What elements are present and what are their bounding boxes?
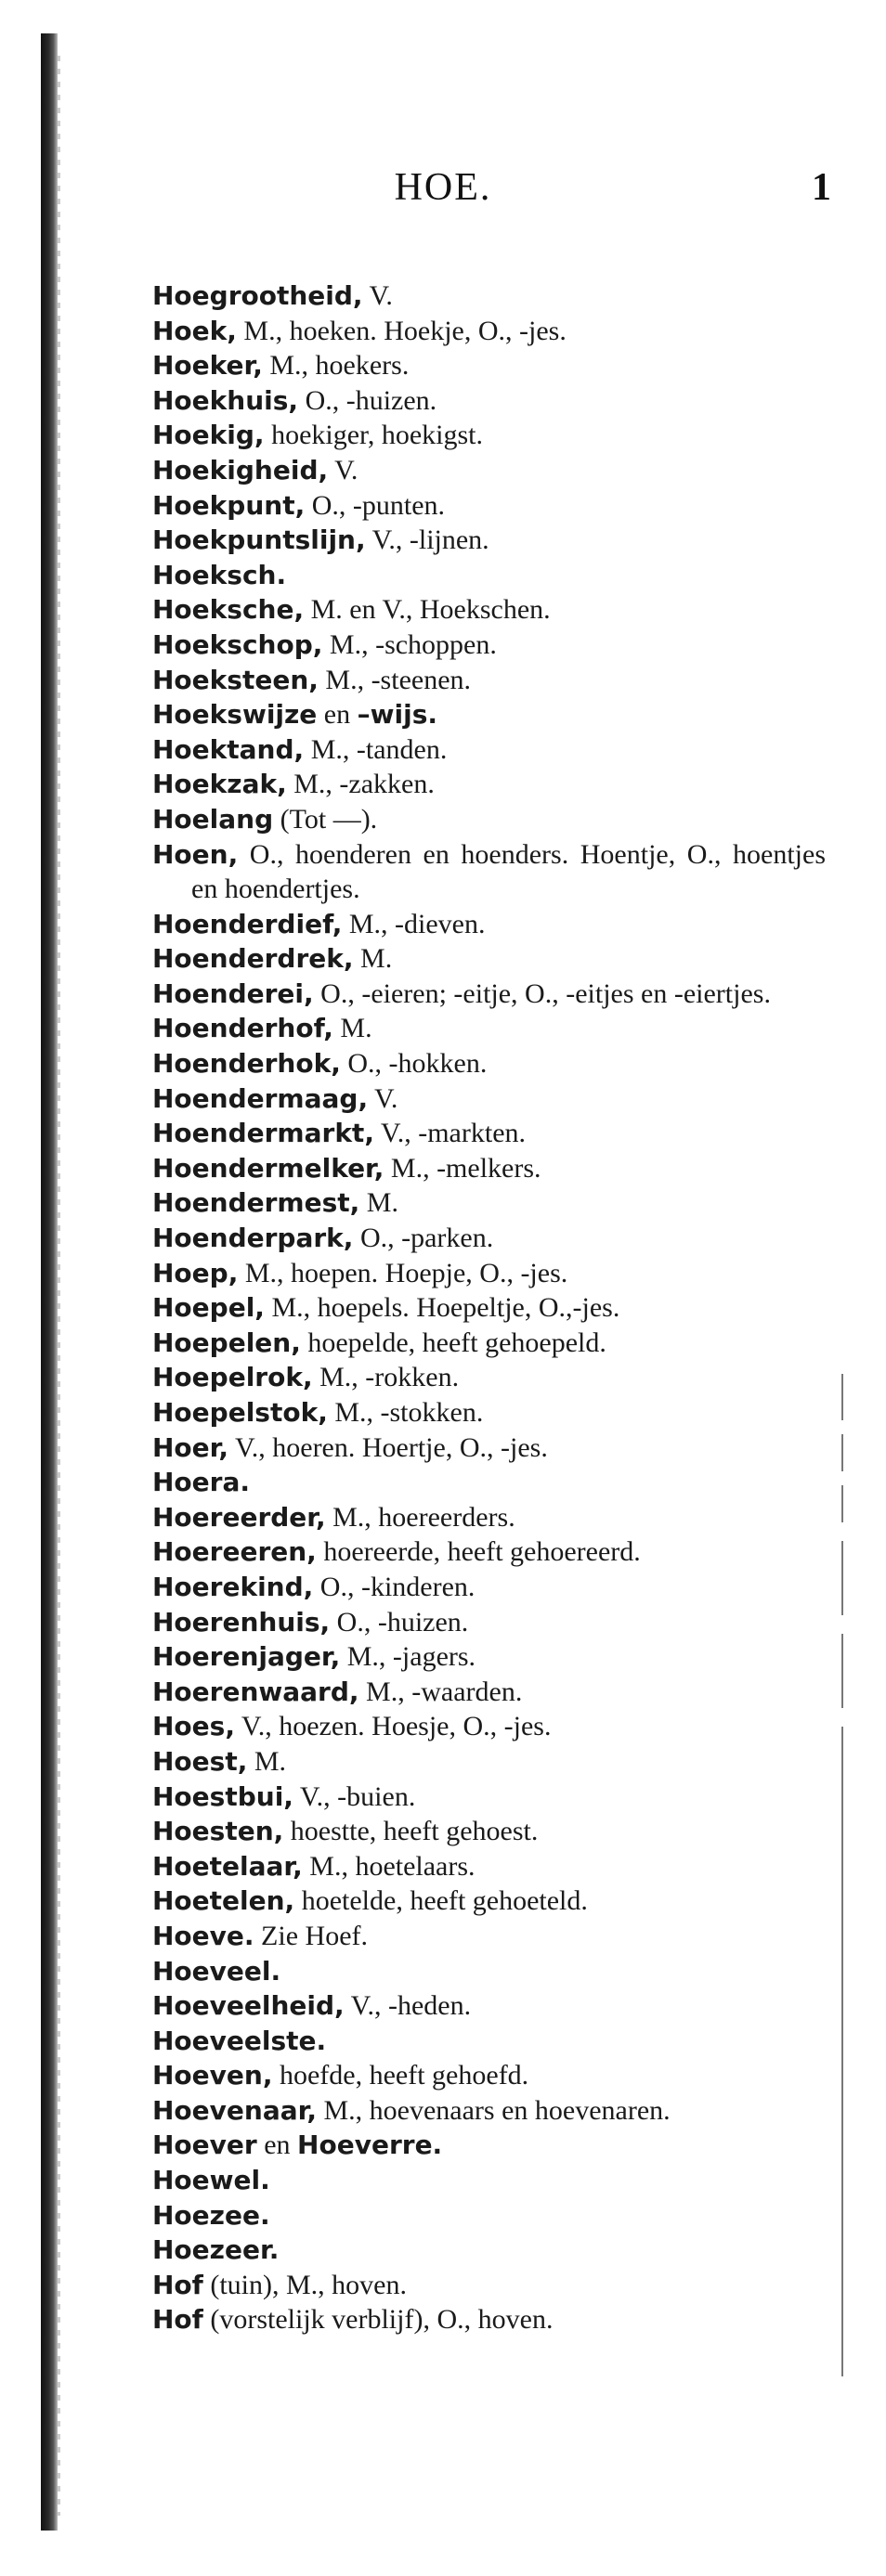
entry-definition: M., hoeken. Hoekje, O., -jes.: [236, 315, 567, 346]
entry-definition: M.: [332, 1013, 372, 1044]
entry-headword: Hoesten,: [152, 1816, 284, 1847]
dictionary-entry: [152, 1326, 826, 1361]
dictionary-entry: [152, 2302, 826, 2337]
entry-headword: Hoendermest,: [152, 1187, 360, 1219]
entry-headword: Hoetelaar,: [152, 1850, 303, 1882]
entry-definition: hoekiger, hoekigst.: [264, 420, 483, 451]
entry-headword: Hoenderdief,: [152, 908, 343, 939]
entry-headword: Hoestbui,: [152, 1780, 293, 1812]
entry-definition: O., -huizen.: [330, 1606, 469, 1638]
dictionary-entry: [152, 558, 826, 593]
dictionary-entry: [152, 1116, 826, 1151]
entry-headword: Hoezeer.: [152, 2234, 280, 2266]
entry-definition: hoepelde, heeft gehoepeld.: [300, 1327, 606, 1358]
entry-headword: Hoepelstok,: [152, 1397, 328, 1428]
dictionary-entry: [152, 941, 826, 977]
entry-definition: (Tot —).: [273, 803, 378, 835]
entry-headword: Hoeve.: [152, 1920, 254, 1951]
entry-definition: O., -punten.: [305, 489, 446, 521]
page-edge-speckle: [58, 56, 60, 2516]
entry-headword: Hoever: [152, 2129, 257, 2161]
entry-headword: Hoepel,: [152, 1292, 265, 1324]
entry-headword: Hoek,: [152, 315, 237, 346]
entry-headword: Hoegrootheid,: [152, 280, 363, 311]
entry-definition: M., -jagers.: [340, 1641, 476, 1673]
entry-headword: Hoewel.: [152, 2165, 270, 2196]
dictionary-entry: [152, 278, 826, 314]
entry-headword: Hoendermaag,: [152, 1082, 369, 1114]
dictionary-entry: [152, 802, 826, 837]
entry-headword: Hoenderei,: [152, 977, 314, 1009]
entry-definition: hoereerde, heeft gehoereerd.: [316, 1536, 641, 1568]
dictionary-entry: [152, 1256, 826, 1291]
dictionary-entry: [152, 1500, 826, 1535]
entry-headword: Hoen,: [152, 838, 239, 870]
entry-definition: M., hoevenaars en hoevenaren.: [316, 2094, 671, 2126]
margin-rule: [841, 1485, 843, 1522]
entry-headword-variant: Hoeverre.: [297, 2129, 443, 2161]
dictionary-entry: [152, 2233, 826, 2268]
dictionary-entry: [152, 732, 826, 768]
dictionary-entry: [152, 592, 826, 628]
margin-rule: [841, 1634, 843, 1708]
entry-definition: hoetelde, heeft gehoeteld.: [294, 1885, 588, 1917]
dictionary-entry: [152, 1709, 826, 1744]
dictionary-entry: [152, 1570, 826, 1605]
entry-definition: V.: [362, 280, 393, 311]
dictionary-entry: [152, 1430, 826, 1466]
entry-headword: Hoerenhuis,: [152, 1606, 331, 1638]
entry-headword: Hoeven,: [152, 2060, 273, 2091]
entry-headword: Hoendermelker,: [152, 1152, 384, 1184]
dictionary-entry: [152, 1780, 826, 1815]
dictionary-entry: [152, 314, 826, 349]
entry-definition: (vorstelijk verblijf), O., hoven.: [202, 2304, 554, 2336]
entry-headword: Hoenderpark,: [152, 1223, 354, 1254]
dictionary-entry: [152, 348, 826, 383]
dictionary-entry: [152, 2163, 826, 2198]
entry-headword: Hoekig,: [152, 420, 265, 451]
entry-headword: Hoezee.: [152, 2199, 270, 2231]
entry-definition: M., -tanden.: [304, 733, 448, 765]
entry-headword: Hoera.: [152, 1467, 250, 1498]
entry-definition: M., -zakken.: [286, 769, 435, 800]
entry-headword: Hof: [152, 2269, 203, 2300]
entry-headword: Hoerenjager,: [152, 1641, 341, 1673]
entry-definition: M., hoetelaars.: [302, 1850, 476, 1882]
entry-definition: M., -schoppen.: [322, 628, 497, 660]
entry-definition: M., hoekers.: [262, 350, 410, 382]
entry-headword: Hoes,: [152, 1711, 235, 1742]
entry-headword: Hoekigheid,: [152, 454, 329, 485]
entry-definition: (tuin), M., hoven.: [202, 2269, 407, 2300]
dictionary-entry: [152, 1534, 826, 1570]
entry-headword: Hoep,: [152, 1257, 239, 1288]
dictionary-entry: [152, 663, 826, 698]
entry-definition: V., hoeren. Hoertje, O., -jes.: [228, 1431, 548, 1463]
entry-definition: V., -heden.: [344, 1990, 472, 2022]
dictionary-entry: [152, 2198, 826, 2233]
entry-headword: Hoektand,: [152, 733, 305, 765]
entry-definition: M., hoepen. Hoepje, O., -jes.: [238, 1257, 568, 1288]
entry-headword: Hoekschop,: [152, 628, 323, 660]
dictionary-entry: [152, 1081, 826, 1117]
entry-definition: M. en V., Hoekschen.: [304, 594, 551, 626]
entry-headword: Hoevenaar,: [152, 2094, 317, 2126]
entry-definition: hoestte, heeft gehoest.: [283, 1816, 539, 1847]
book-spine-shadow: [41, 33, 58, 2531]
entry-definition: en: [256, 2129, 298, 2161]
dictionary-entry: [152, 453, 826, 488]
dictionary-entry: [152, 418, 826, 453]
dictionary-entry: [152, 488, 826, 524]
entry-definition: M., -dieven.: [342, 908, 486, 939]
dictionary-entry: [152, 1954, 826, 1989]
entry-definition: M., -steenen.: [318, 664, 472, 695]
entry-headword: Hoerenwaard,: [152, 1676, 359, 1707]
entry-headword: Hof: [152, 2304, 203, 2336]
dictionary-entry: [152, 1185, 826, 1221]
dictionary-entry: [152, 1465, 826, 1500]
dictionary-entry: [152, 2024, 826, 2059]
dictionary-entry: [152, 2128, 826, 2163]
entry-definition: M.: [359, 1187, 398, 1219]
entry-headword: Hoekzak,: [152, 769, 287, 800]
entry-definition: M., -melkers.: [384, 1152, 541, 1184]
dictionary-entry: [152, 2093, 826, 2129]
entry-headword: Hoelang: [152, 803, 274, 835]
dictionary-entry: [152, 1151, 826, 1186]
dictionary-entry: [152, 1919, 826, 1954]
dictionary-entry: [152, 523, 826, 558]
entry-definition: O., -eieren; -eitje, O., -eitjes en -eiertjes.: [313, 977, 771, 1009]
entry-headword: Hoetelen,: [152, 1885, 295, 1917]
entry-definition: V., -lijnen.: [365, 524, 489, 556]
entry-headword: Hoeker,: [152, 350, 263, 382]
margin-rule: [841, 1541, 843, 1615]
dictionary-entry: [152, 2058, 826, 2093]
dictionary-entry: [152, 628, 826, 663]
dictionary-entry: [152, 1011, 826, 1046]
dictionary-entry: [152, 1883, 826, 1919]
dictionary-entry: [152, 1046, 826, 1081]
dictionary-entry: [152, 977, 826, 1012]
entry-definition: M., hoereerders.: [325, 1501, 515, 1533]
entry-definition: M., hoepels. Hoepeltje, O.,-jes.: [264, 1292, 620, 1324]
entry-definition: M., -stokken.: [327, 1397, 484, 1428]
entry-headword: Hoekhuis,: [152, 384, 299, 416]
entry-definition: O., -parken.: [353, 1223, 494, 1254]
entry-headword: Hoerekind,: [152, 1571, 314, 1602]
margin-rule: [841, 1727, 843, 2376]
dictionary-entry: [152, 1360, 826, 1395]
entry-definition: O., -hokken.: [340, 1048, 488, 1080]
entry-headword: Hoer,: [152, 1431, 228, 1463]
dictionary-entry: [152, 1639, 826, 1675]
dictionary-entry: [152, 1849, 826, 1884]
dictionary-entry: [152, 1988, 826, 2024]
entry-headword: Hoeksteen,: [152, 664, 319, 695]
entry-headword: Hoereerder,: [152, 1501, 326, 1533]
dictionary-entry: [152, 1744, 826, 1780]
dictionary-entry: [152, 697, 826, 732]
entry-headword: Hoekswijze: [152, 699, 318, 731]
dictionary-entry: [152, 1675, 826, 1710]
page-number: 1: [812, 166, 831, 209]
dictionary-entry: [152, 767, 826, 802]
dictionary-entry: [152, 837, 826, 907]
dictionary-entry: [152, 1605, 826, 1640]
entry-headword: Hoenderhok,: [152, 1048, 341, 1080]
entry-headword: Hoendermarkt,: [152, 1118, 374, 1149]
margin-rule: [841, 1434, 843, 1471]
entry-headword: Hoeveelheid,: [152, 1990, 345, 2022]
entry-headword: Hoenderdrek,: [152, 943, 354, 975]
dictionary-entry: [152, 1290, 826, 1326]
entry-headword: Hoeveelste.: [152, 2025, 327, 2056]
entry-headword: Hoeveel.: [152, 1955, 281, 1987]
dictionary-entry: [152, 1814, 826, 1849]
entry-headword: Hoeksche,: [152, 594, 305, 626]
entry-headword: Hoest,: [152, 1745, 248, 1777]
entry-definition: V., hoezen. Hoesje, O., -jes.: [234, 1711, 552, 1742]
entry-headword: Hoeksch.: [152, 559, 287, 590]
entry-definition: M.: [353, 943, 393, 975]
dictionary-entry: [152, 383, 826, 419]
dictionary-entry: [152, 2268, 826, 2303]
entry-definition: en: [317, 699, 358, 731]
entry-headword: Hoekpuntslijn,: [152, 524, 366, 556]
entry-headword: Hoepelen,: [152, 1327, 301, 1358]
entry-definition: V.: [328, 454, 358, 485]
entry-headword: Hoenderhof,: [152, 1013, 333, 1044]
entry-definition: Zie Hoef.: [254, 1920, 368, 1951]
entry-definition: M.: [247, 1745, 287, 1777]
entry-definition: V., -markten.: [373, 1118, 527, 1149]
entry-definition: O., -huizen.: [298, 384, 437, 416]
dictionary-entry: [152, 1221, 826, 1256]
entry-headword: Hoereeren,: [152, 1536, 317, 1568]
entry-definition: O., -kinderen.: [313, 1571, 476, 1602]
entry-headword: Hoekpunt,: [152, 489, 306, 521]
dictionary-entry: [152, 907, 826, 942]
entry-definition: V., -buien.: [293, 1780, 416, 1812]
page-title: HOE.: [394, 166, 492, 209]
entry-definition: O., hoenderen en hoenders. Hoentje, O., hoentjes en hoendertjes.: [191, 838, 826, 905]
entry-definition: M., -rokken.: [312, 1362, 460, 1393]
dictionary-entry: [152, 1395, 826, 1430]
entry-definition: M., -waarden.: [358, 1676, 523, 1707]
dictionary-entry-list: [152, 278, 826, 2337]
entry-headword: Hoepelrok,: [152, 1362, 313, 1393]
entry-headword-variant: –wijs.: [357, 699, 437, 731]
entry-definition: V.: [368, 1082, 398, 1114]
entry-definition: hoefde, heeft gehoefd.: [272, 2060, 529, 2091]
margin-rule: [841, 1374, 843, 1420]
